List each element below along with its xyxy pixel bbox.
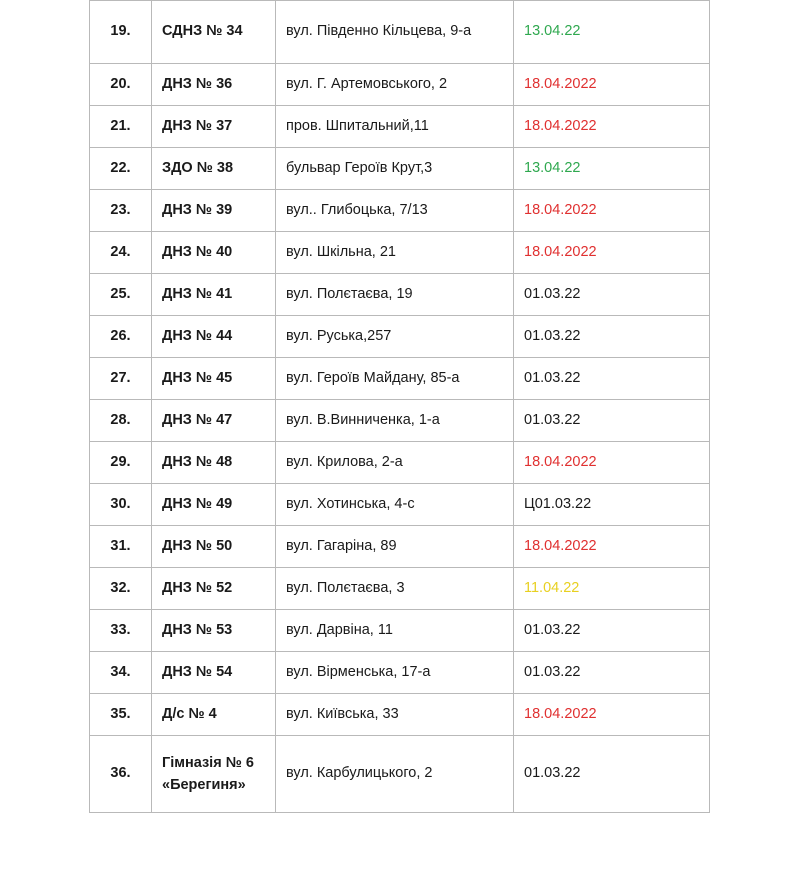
row-number: 25. (90, 274, 152, 316)
table-row (90, 400, 710, 442)
facility-address: вул. Крилова, 2-а (276, 442, 514, 484)
row-number: 35. (90, 694, 152, 736)
facility-address: вул. Героїв Майдану, 85-а (276, 358, 514, 400)
facility-address: вул. В.Винниченка, 1-а (276, 400, 514, 442)
facility-date: 01.03.22 (514, 316, 710, 358)
row-number: 26. (90, 316, 152, 358)
facility-address: вул. Дарвіна, 11 (276, 610, 514, 652)
row-number: 29. (90, 442, 152, 484)
facility-date: 18.04.2022 (514, 106, 710, 148)
facility-date: 18.04.2022 (514, 442, 710, 484)
table-row (90, 316, 710, 358)
facility-date: 01.03.22 (514, 652, 710, 694)
facility-name: ДНЗ № 41 (152, 274, 276, 316)
facility-date: Ц01.03.22 (514, 484, 710, 526)
facility-address: вул. Київська, 33 (276, 694, 514, 736)
facility-date: 18.04.2022 (514, 190, 710, 232)
facility-name: ДНЗ № 50 (152, 526, 276, 568)
facility-address: вул. Полєтаєва, 3 (276, 568, 514, 610)
facility-name: ДНЗ № 54 (152, 652, 276, 694)
row-number: 27. (90, 358, 152, 400)
facility-name: ДНЗ № 49 (152, 484, 276, 526)
facility-name: Д/с № 4 (152, 694, 276, 736)
facility-date: 01.03.22 (514, 610, 710, 652)
table-row (90, 610, 710, 652)
row-number: 19. (90, 1, 152, 64)
facility-address: пров. Шпитальний,11 (276, 106, 514, 148)
facility-address: вул. Руська,257 (276, 316, 514, 358)
facilities-table (89, 0, 710, 813)
facility-date: 18.04.2022 (514, 232, 710, 274)
facility-address: вул. Шкільна, 21 (276, 232, 514, 274)
row-number: 34. (90, 652, 152, 694)
row-number: 32. (90, 568, 152, 610)
facility-date: 18.04.2022 (514, 526, 710, 568)
facility-name: ДНЗ № 44 (152, 316, 276, 358)
facility-address: вул. Гагаріна, 89 (276, 526, 514, 568)
row-number: 33. (90, 610, 152, 652)
facility-address: вул. Карбулицького, 2 (276, 736, 514, 813)
facility-name: ДНЗ № 53 (152, 610, 276, 652)
row-number: 31. (90, 526, 152, 568)
table-row (90, 484, 710, 526)
facility-date: 13.04.22 (514, 148, 710, 190)
facility-name: ДНЗ № 47 (152, 400, 276, 442)
table-row (90, 526, 710, 568)
table-row (90, 1, 710, 64)
facility-address: вул. Південно Кільцева, 9-а (276, 1, 514, 64)
facility-address: вул.. Глибоцька, 7/13 (276, 190, 514, 232)
row-number: 22. (90, 148, 152, 190)
table-row (90, 358, 710, 400)
table-row (90, 694, 710, 736)
facility-name (152, 736, 276, 813)
row-number: 30. (90, 484, 152, 526)
table-row (90, 274, 710, 316)
facility-name: ДНЗ № 48 (152, 442, 276, 484)
row-number: 20. (90, 64, 152, 106)
facility-date: 01.03.22 (514, 358, 710, 400)
facility-name: СДНЗ № 34 (152, 1, 276, 64)
table-body (90, 1, 710, 813)
facility-name: ЗДО № 38 (152, 148, 276, 190)
facility-date: 01.03.22 (514, 274, 710, 316)
facility-name-line-2: «Берегиня» (162, 777, 246, 793)
facility-name: ДНЗ № 37 (152, 106, 276, 148)
facility-date: 18.04.2022 (514, 64, 710, 106)
table-row (90, 442, 710, 484)
row-number: 28. (90, 400, 152, 442)
table-row (90, 736, 710, 813)
table-row (90, 190, 710, 232)
row-number: 36. (90, 736, 152, 813)
facility-date: 13.04.22 (514, 1, 710, 64)
facility-date: 01.03.22 (514, 400, 710, 442)
facility-name: ДНЗ № 40 (152, 232, 276, 274)
row-number: 23. (90, 190, 152, 232)
table-row (90, 148, 710, 190)
facility-address: вул. Хотинська, 4-с (276, 484, 514, 526)
facility-date: 18.04.2022 (514, 694, 710, 736)
row-number: 21. (90, 106, 152, 148)
facility-name: ДНЗ № 39 (152, 190, 276, 232)
table-row (90, 232, 710, 274)
table-row (90, 106, 710, 148)
facility-address: вул. Г. Артемовського, 2 (276, 64, 514, 106)
facility-date: 01.03.22 (514, 736, 710, 813)
table-row (90, 652, 710, 694)
facility-date: 11.04.22 (514, 568, 710, 610)
facility-name: ДНЗ № 45 (152, 358, 276, 400)
facility-address: бульвар Героїв Крут,3 (276, 148, 514, 190)
facility-name: ДНЗ № 36 (152, 64, 276, 106)
facility-name-line-1: Гімназія № 6 (162, 754, 254, 771)
facility-name: ДНЗ № 52 (152, 568, 276, 610)
row-number: 24. (90, 232, 152, 274)
facility-address: вул. Полєтаєва, 19 (276, 274, 514, 316)
table-row (90, 64, 710, 106)
table-row (90, 568, 710, 610)
facility-address: вул. Вірменська, 17-а (276, 652, 514, 694)
